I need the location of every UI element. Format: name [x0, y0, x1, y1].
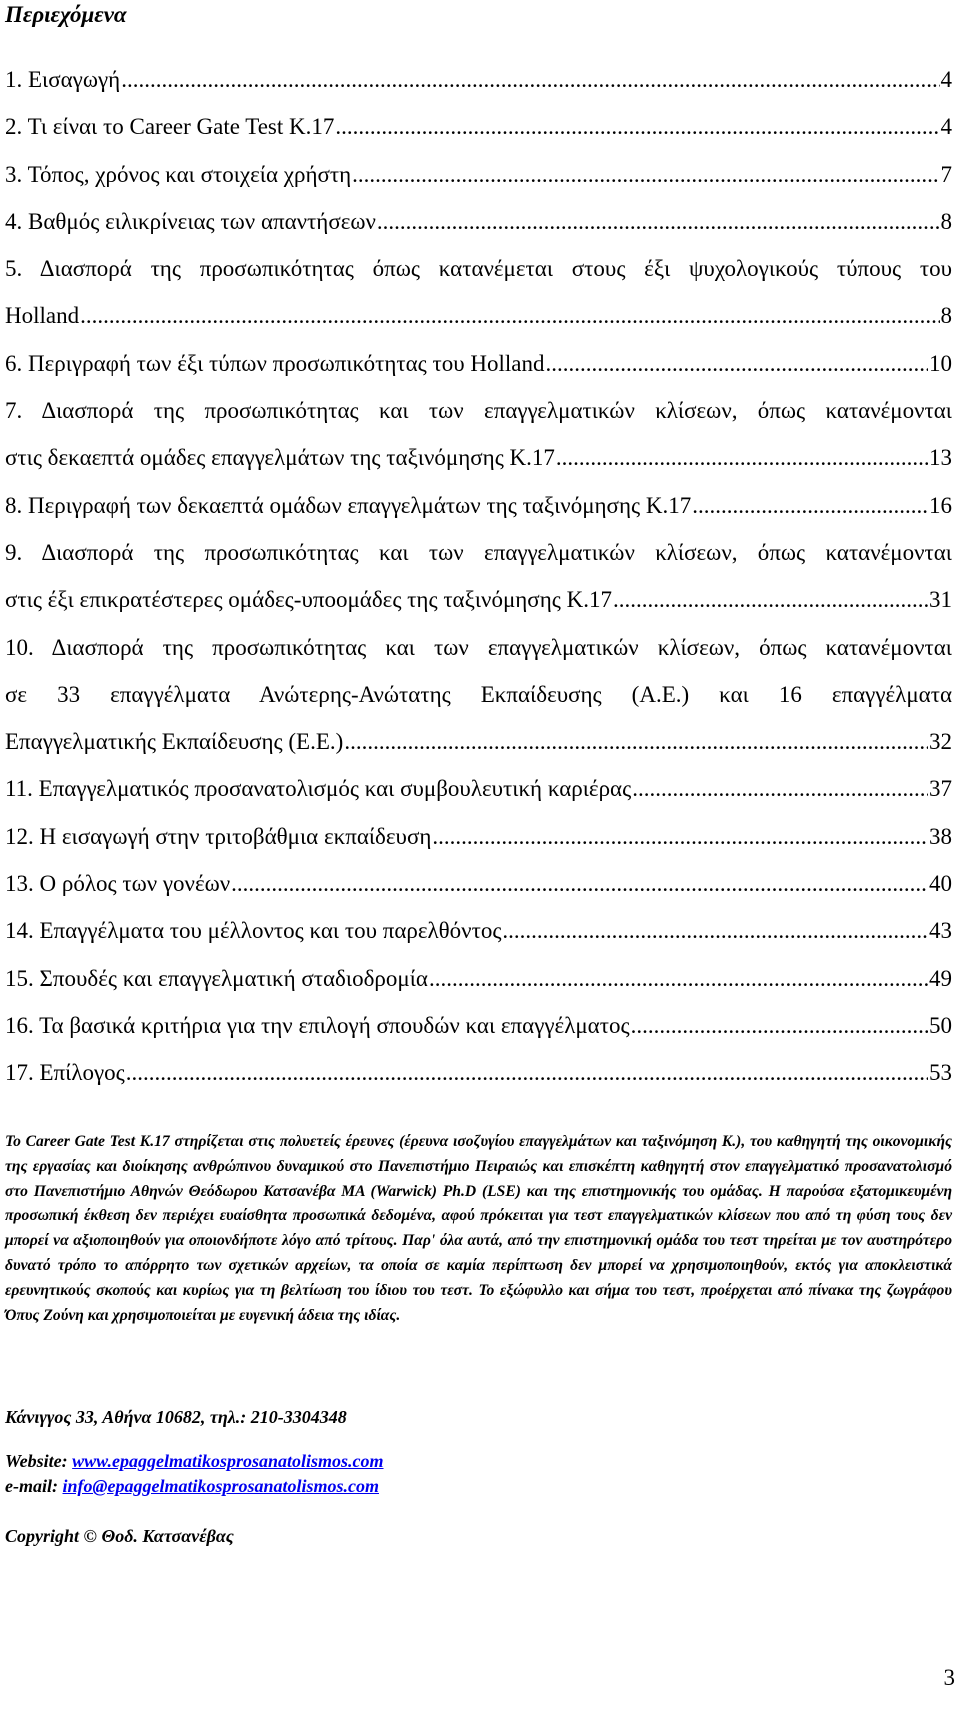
toc-leader-dots [613, 576, 928, 623]
toc-page-number: 43 [929, 918, 952, 944]
toc-entry-text: στις έξι επικρατέστερες ομάδες-υποομάδες της ταξινόμησης Κ.17 [5, 587, 612, 613]
toc-entry-text: 6. Περιγραφή των έξι τύπων προσωπικότητας του Holland [5, 350, 545, 376]
toc-leader-dots [377, 198, 940, 245]
address-line: Κάνιγγος 33, Αθήνα 10682, τηλ.: 210-3304348 [5, 1407, 347, 1427]
toc-page-number: 7 [940, 161, 952, 187]
toc-leader-dots [692, 482, 928, 529]
toc-entry-text: στις δεκαεπτά ομάδες επαγγελμάτων της ταξινόμησης Κ.17 [5, 445, 555, 471]
toc-leader-dots [335, 103, 939, 150]
toc-entry[interactable] [5, 907, 952, 954]
toc-page-number: 16 [929, 492, 952, 518]
toc-leader-dots [344, 718, 928, 765]
toc-entry[interactable] [5, 1049, 952, 1096]
toc-leader-dots [432, 813, 928, 860]
email-link[interactable]: info@epaggelmatikosprosanatolismos.com [62, 1476, 379, 1496]
toc-entry-text: 3. Τόπος, χρόνος και στοιχεία χρήστη [5, 161, 352, 187]
email-line [5, 1474, 384, 1499]
toc-leader-dots [429, 955, 928, 1002]
toc-entry-text: 17. Επίλογος [5, 1060, 125, 1086]
toc-entry[interactable] [5, 103, 952, 150]
toc-leader-dots [126, 1049, 928, 1096]
website-link[interactable]: www.epaggelmatikosprosanatolismos.com [72, 1451, 384, 1471]
page-number: 3 [943, 1665, 955, 1690]
toc-page-number: 37 [929, 776, 952, 802]
toc-page-number: 53 [929, 1060, 952, 1086]
toc-page-number: 13 [929, 445, 952, 471]
toc-entry-text: Επαγγελματικής Εκπαίδευσης (Ε.Ε.) [5, 729, 344, 755]
toc-entry[interactable] [5, 245, 952, 340]
toc-page-number: 31 [929, 587, 952, 613]
toc-entry-text: σε 33 επαγγέλματα Ανώτερης-Ανώτατης Εκπαίδευσης (Α.Ε.) και 16 επαγγέλματα [5, 681, 952, 707]
toc-entry-text: 4. Βαθμός ειλικρίνειας των απαντήσεων [5, 208, 376, 234]
toc-entry[interactable] [5, 387, 952, 482]
website-line [5, 1449, 384, 1474]
website-label: Website: [5, 1451, 68, 1471]
toc-entry-text: 2. Τι είναι το Career Gate Test K.17 [5, 114, 335, 140]
toc-entry-text: Holland [5, 303, 80, 329]
toc-page-number: 10 [929, 350, 952, 376]
toc-entry[interactable] [5, 198, 952, 245]
toc-entry-text: 8. Περιγραφή των δεκαεπτά ομάδων επαγγελμάτων της ταξινόμησης Κ.17 [5, 492, 692, 518]
toc-entry-text: 9. Διασπορά της προσωπικότητας και των επαγγελματικών κλίσεων, όπως κατανέμονται [5, 539, 952, 565]
toc-entry-text: 7. Διασπορά της προσωπικότητας και των επαγγελματικών κλίσεων, όπως κατανέμονται [5, 398, 952, 424]
toc-entry-text: 16. Τα βασικά κριτήρια για την επιλογή σπουδών και επαγγέλματος [5, 1012, 630, 1038]
toc-entry[interactable] [5, 482, 952, 529]
toc-page-number: 49 [929, 965, 952, 991]
toc-entry-text: 13. Ο ρόλος των γονέων [5, 871, 231, 897]
toc-entry-text: 14. Επαγγέλματα του μέλλοντος και του παρελθόντος [5, 918, 502, 944]
toc-entry[interactable] [5, 765, 952, 812]
toc-entry[interactable] [5, 340, 952, 387]
toc-leader-dots [632, 765, 928, 812]
toc-entry[interactable] [5, 151, 952, 198]
toc-entry[interactable] [5, 1002, 952, 1049]
toc-entry-text: 11. Επαγγελματικός προσανατολισμός και συμβουλευτική καριέρας [5, 776, 632, 802]
toc-leader-dots [556, 434, 928, 481]
toc-page-number: 4 [940, 67, 952, 92]
toc-page-number: 50 [929, 1012, 952, 1038]
toc-entry[interactable] [5, 860, 952, 907]
toc-leader-dots [631, 1002, 928, 1049]
toc-entry-text: 1. Εισαγωγή [5, 67, 121, 92]
table-of-contents [5, 56, 952, 1097]
toc-page-number: 4 [940, 114, 952, 140]
toc-entry[interactable] [5, 624, 952, 766]
toc-entry-text: 12. Η εισαγωγή στην τριτοβάθμια εκπαίδευση [5, 823, 432, 849]
copyright-line: Copyright © Θοδ. Κατσανέβας [5, 1526, 234, 1546]
toc-entry[interactable] [5, 529, 952, 624]
email-label: e-mail: [5, 1476, 58, 1496]
toc-leader-dots [121, 56, 939, 103]
toc-leader-dots [502, 907, 928, 954]
toc-entry[interactable] [5, 56, 952, 103]
toc-page-number: 38 [929, 823, 952, 849]
toc-entry[interactable] [5, 955, 952, 1002]
toc-leader-dots [231, 860, 928, 907]
toc-page-number: 8 [940, 208, 952, 234]
toc-title: Περιεχόμενα [5, 2, 127, 27]
toc-leader-dots [352, 151, 939, 198]
contact-block [5, 1449, 384, 1499]
copyright-notice-paragraph: Το Career Gate Test K.17 στηρίζεται στις πολυετείς έρευνες (έρευνα ισοζυγίου επαγγελμάτων και ταξινόμηση Κ.), του καθηγητή της οικονομικής της εργασίας και διοίκησης ανθρώπινου δυναμικού στο Πανεπιστήμιο Πειραιώς και επισκέπτη καθηγητή στον επαγγελματικό προσανατολισμό στο Πανεπιστήμιο Αθηνών Θεόδωρου Κατσανέβα MA (Warwick) Ph.D (LSE) και της επιστημονικής του ομάδας. Η παρούσα εξατομικευμένη προσωπική έκθεση δεν περιέχει ευαίσθητα προσωπικά δεδομένα, αφού πρόκειται για τεστ επαγγελματικών κλίσεων που από τη φύση τους δεν μπορεί να αξιοποιηθούν για οποιονδήποτε λόγο από τρίτους. Παρ' όλα αυτά, από την επιστημονική ομάδα του τεστ τηρείται με τον αυστηρότερο δυνατό τρόπο το απόρρητο των σχετικών αρχείων, τα οποία σε καμία περίπτωση δεν μπορεί να χρησιμοποιηθούν, εκτός για αποκλειστικά ερευνητικούς σκοπούς και κυρίως για τη βελτίωση του ίδιου του τεστ. Το εξώφυλλο και σήμα του τεστ, προέρχεται από πίνακα της ζωγράφου Όπυς Ζούνη και χρησιμοποιείται με ευγενική άδεια της ιδίας. [5, 1133, 952, 1324]
toc-entry[interactable] [5, 813, 952, 860]
toc-leader-dots [80, 292, 939, 339]
toc-page-number: 40 [929, 871, 952, 897]
toc-entry-text: 15. Σπουδές και επαγγελματική σταδιοδρομία [5, 965, 428, 991]
toc-leader-dots [546, 340, 928, 387]
toc-entry-text: 10. Διασπορά της προσωπικότητας και των επαγγελματικών κλίσεων, όπως κατανέμονται [5, 634, 952, 660]
toc-page-number: 32 [929, 729, 952, 755]
toc-entry-text: 5. Διασπορά της προσωπικότητας όπως κατανέμεται στους έξι ψυχολογικούς τύπους του [5, 256, 952, 282]
toc-page-number: 8 [940, 303, 952, 329]
